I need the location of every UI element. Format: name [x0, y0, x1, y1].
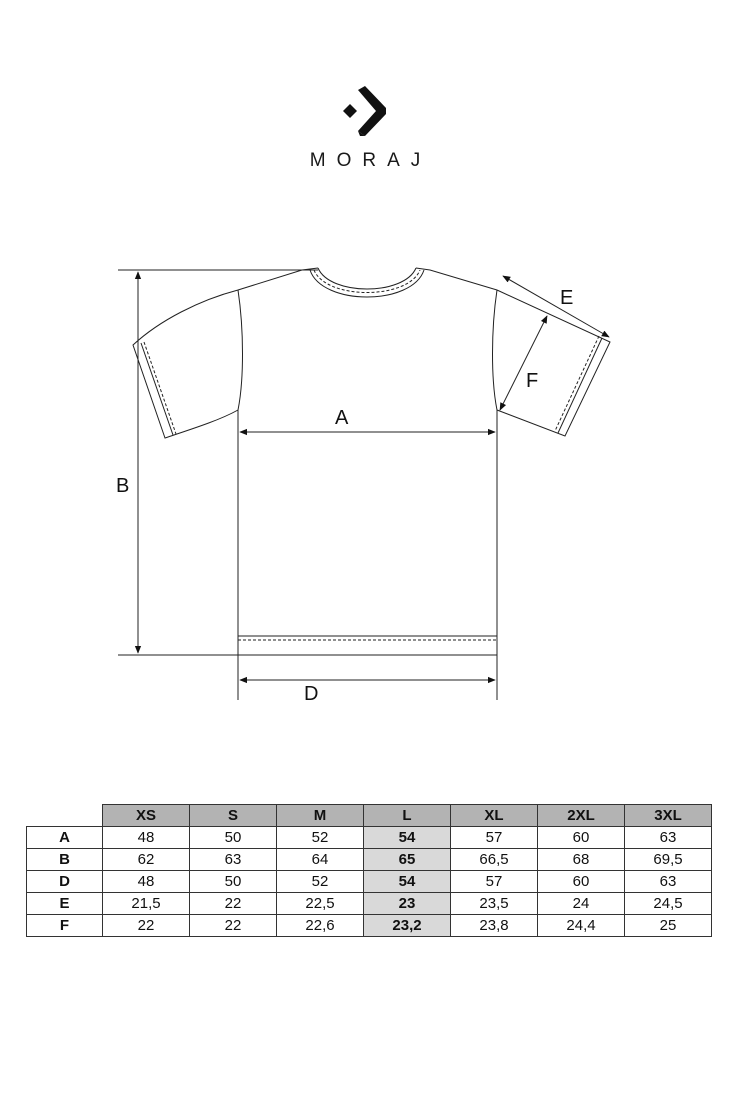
table-cell-highlighted: 23 — [364, 893, 451, 915]
table-cell: 24 — [538, 893, 625, 915]
table-cell: 68 — [538, 849, 625, 871]
table-cell-highlighted: 54 — [364, 827, 451, 849]
table-cell: 52 — [277, 871, 364, 893]
size-chart-table — [26, 804, 712, 937]
table-cell: 22 — [190, 915, 277, 937]
measure-line-f — [500, 316, 547, 410]
table-cell-highlighted: 65 — [364, 849, 451, 871]
table-cell-highlighted: 54 — [364, 871, 451, 893]
table-cell-highlighted: 23,2 — [364, 915, 451, 937]
row-label: E — [27, 893, 103, 915]
label-f: F — [526, 370, 539, 392]
row-label: F — [27, 915, 103, 937]
table-cell: 60 — [538, 871, 625, 893]
table-cell: 23,8 — [451, 915, 538, 937]
table-cell: 63 — [625, 827, 712, 849]
table-row — [27, 849, 712, 871]
row-label: D — [27, 871, 103, 893]
table-cell: 60 — [538, 827, 625, 849]
table-cell: 22 — [190, 893, 277, 915]
table-row — [27, 915, 712, 937]
table-cell: 25 — [625, 915, 712, 937]
header-l: L — [364, 805, 451, 827]
label-d: D — [304, 683, 319, 705]
table-cell: 50 — [190, 827, 277, 849]
table-cell: 57 — [451, 827, 538, 849]
row-label: A — [27, 827, 103, 849]
table-row — [27, 893, 712, 915]
table-cell: 63 — [190, 849, 277, 871]
table-cell: 57 — [451, 871, 538, 893]
table-cell: 64 — [277, 849, 364, 871]
label-a: A — [335, 407, 349, 429]
header-xs: XS — [103, 805, 190, 827]
table-cell: 22,6 — [277, 915, 364, 937]
table-header-row — [27, 805, 712, 827]
table-cell: 69,5 — [625, 849, 712, 871]
table-cell: 24,4 — [538, 915, 625, 937]
header-s: S — [190, 805, 277, 827]
table-cell: 22 — [103, 915, 190, 937]
table-cell: 48 — [103, 827, 190, 849]
table-cell: 22,5 — [277, 893, 364, 915]
table-corner — [27, 805, 103, 827]
table-cell: 48 — [103, 871, 190, 893]
table-cell: 62 — [103, 849, 190, 871]
row-label: B — [27, 849, 103, 871]
tshirt-outline — [133, 268, 610, 655]
table-row — [27, 871, 712, 893]
header-2xl: 2XL — [538, 805, 625, 827]
table-cell: 24,5 — [625, 893, 712, 915]
table-row — [27, 827, 712, 849]
table-cell: 50 — [190, 871, 277, 893]
table-cell: 23,5 — [451, 893, 538, 915]
label-b: B — [116, 475, 130, 497]
label-e: E — [560, 287, 574, 309]
table-cell: 52 — [277, 827, 364, 849]
brand-name: MORAJ — [309, 150, 432, 171]
header-3xl: 3XL — [625, 805, 712, 827]
header-xl: XL — [451, 805, 538, 827]
table-cell: 21,5 — [103, 893, 190, 915]
header-m: M — [277, 805, 364, 827]
table-cell: 66,5 — [451, 849, 538, 871]
measure-line-e — [503, 276, 609, 337]
table-cell: 63 — [625, 871, 712, 893]
